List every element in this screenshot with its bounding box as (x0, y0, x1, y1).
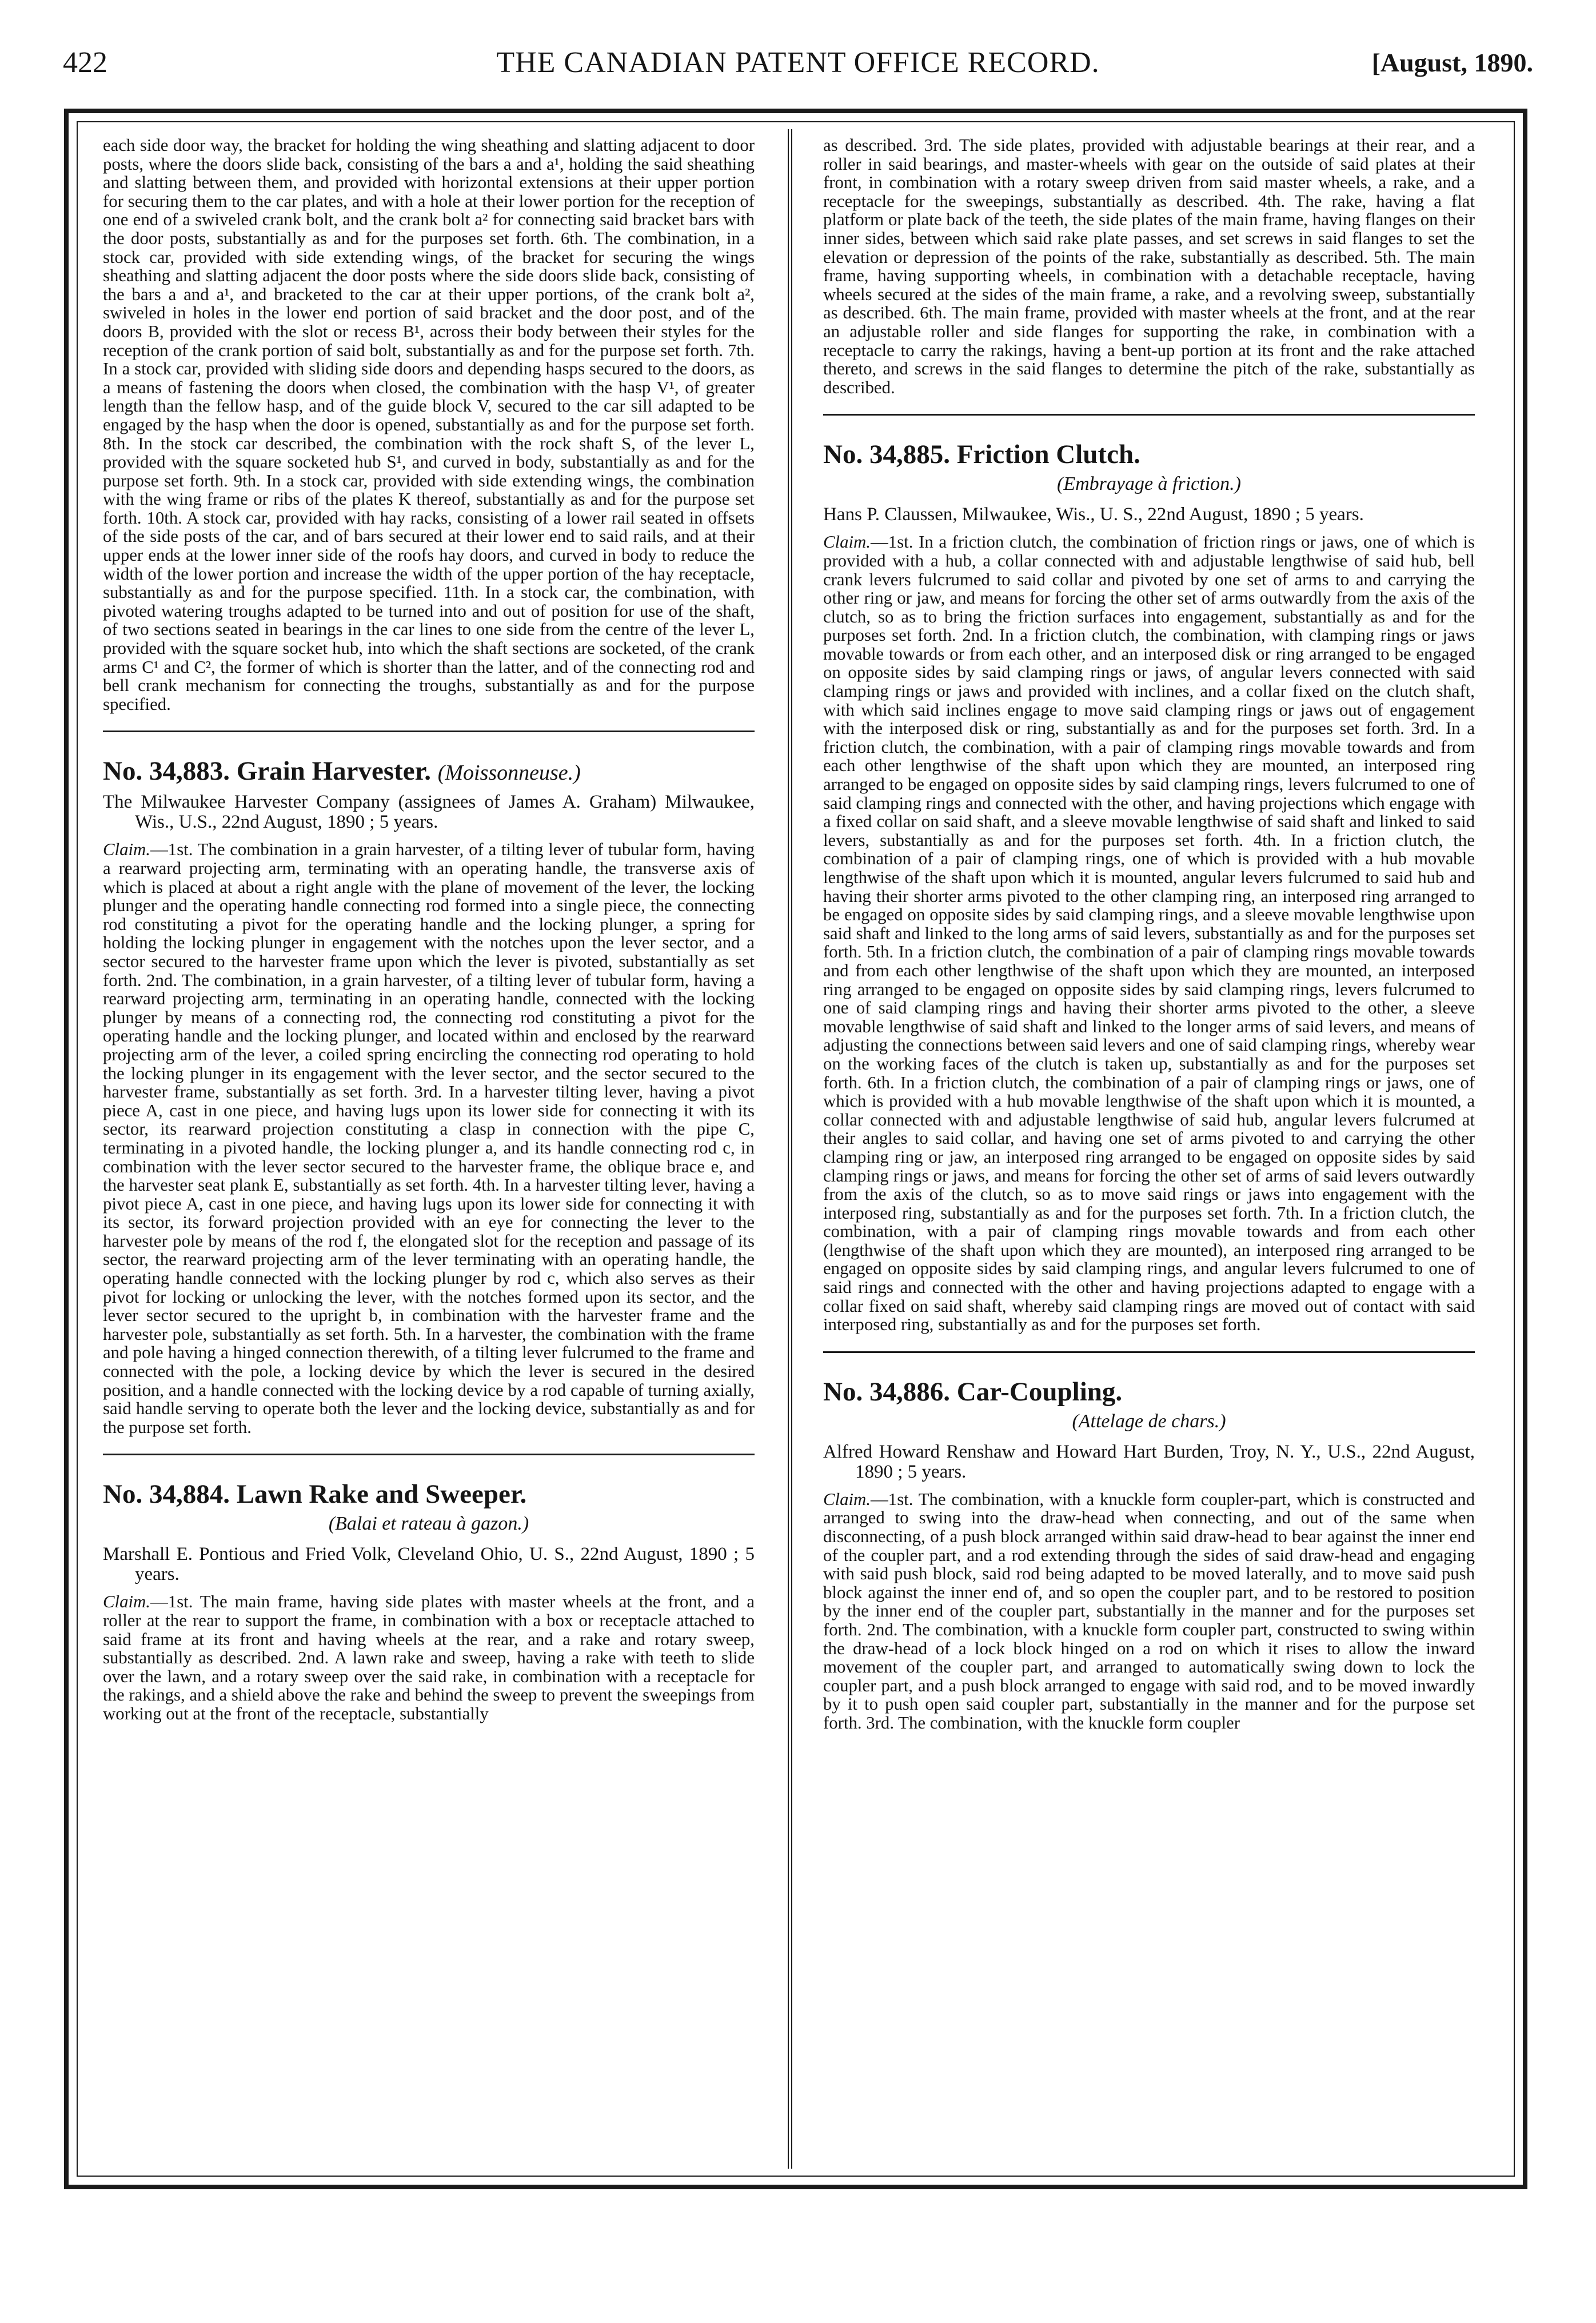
claim-body: —1st. The combination, with a knuckle form coupler-part, which is constructed and arranged to swing into the draw-head when connecting, and out of the same when disconnecting, of a push block arranged within said draw-head to bear against the inner end of the coupler part, and a rod extending through the sides of said draw-head and engaging with said push block, said rod being adapted to be moved laterally, and to move said push block against the inner end of, and so open the coupler part, and to be restored to position by the inner end of the coupler part, substantially in the manner and for the purposes set forth. 2nd. The combination, with a knuckle form coupler part, constructed to swing within the draw-head of a lock block hinged on a rod on which it rises to allow the inward movement of the coupler part, and arranged to automatically swing down to lock the coupler part, and a push block arranged to engage with said rod, and to be moved inwardly by it to push open said coupler part, substantially in the manner and for the purpose set forth. 3rd. The combination, with the knuckle form coupler (823, 1489, 1475, 1733)
entry-separator (103, 1454, 755, 1455)
claim-body: —1st. The main frame, having side plates with master wheels at the front, and a roller at the rear to support the frame, in combination with a box or receptacle attached to said frame at its front and having wheels at the rear, and a rake and rotary sweep, substantially as described. 2nd. A lawn rake and sweep, having a rake with teeth to slide over the lawn, and a rotary sweep over the said rake, in combination with a receptacle for the rakings, and a shield above the rake and behind the sweep to prevent the sweepings from working out at the front of the receptacle, substantially (103, 1592, 755, 1723)
patent-french-name: (Attelage de chars.) (1072, 1410, 1226, 1432)
patent-french-name: (Embrayage à friction.) (1057, 473, 1241, 495)
patent-number: No. 34,885. (823, 440, 950, 470)
page-number: 422 (63, 46, 107, 79)
patent-french-name: (Balai et rateau à gazon.) (328, 1513, 529, 1535)
patentee-line: The Milwaukee Harvester Company (assignees of James A. Graham) Milwaukee, Wis., U.S., 22nd August, 1890 ; 5 years. (103, 792, 755, 833)
patent-entry-34883 (103, 754, 755, 1436)
patent-name: Friction Clutch. (956, 440, 1140, 470)
entry-separator (103, 731, 755, 732)
patent-french-name: (Moissonneuse.) (437, 761, 581, 785)
publication-title: THE CANADIAN PATENT OFFICE RECORD. (496, 46, 1100, 79)
claim-body: —1st. In a friction clutch, the combination of friction rings or jaws, one of which is provided with a hub, a collar connected with and adjustable lengthwise of said hub, bell crank levers fulcrumed to said collar and pivoted by one set of arms to and carrying the other ring or jaw, and means for forcing the other set of arms outwardly from the axis of the clutch, so as to bring the friction surfaces into engagement, substantially as and for the purposes set forth. 2nd. In a friction clutch, the combination, with clamping rings or jaws movable towards or from each other, and an interposed disk or ring arranged to be engaged on opposite sides by said clamping rings or jaws, of angular levers connected with said clamping rings or jaws and provided with inclines, and a collar fixed on the clutch shaft, with which said inclines engage to move said clamping rings or jaws out of engagement with the interposed disk or ring, substantially as and for the purposes set forth. 3rd. In a friction clutch, the combination, with a pair of clamping rings movable towards and from each other lengthwise of the shaft upon which they are mounted, an interposed ring arranged to be engaged on opposite sides by said clamping rings, levers fulcrumed to one of said clamping rings and connected with the other, and having projections which engage with a fixed collar on said shaft, and a sleeve movable lengthwise of said shaft and linked to said levers, substantially as and for the purposes set forth. 4th. In a friction clutch, the combination of a pair of clamping rings, one of which is provided with a hub movable lengthwise of the shaft upon which it is mounted, angular levers fulcrumed to said hub and having their shorter arms pivoted to the other clamping ring, an interposed ring arranged to be engaged on opposite sides by said clamping rings, and a sleeve movable lengthwise upon said shaft and linked to the long arms of said levers, substantially as and for the purposes set forth. 5th. In a friction clutch, the combination of a pair of clamping rings movable towards and from each other lengthwise of the shaft upon which they are mounted, an interposed ring arranged to be engaged on opposite sides by said clamping rings, levers fulcrumed to one of said clamping rings and having their shorter arms pivoted to the other, a sleeve movable lengthwise of said shaft and linked to the longer arms of said levers, and means of adjusting the connections between said levers and one of said clamping rings, whereby wear on the working faces of the clutch is taken up, substantially as and for the purposes set forth. 6th. In a friction clutch, the combination of a pair of clamping rings or jaws, one of which is provided with a hub movable lengthwise of the shaft upon which it is mounted, a collar connected with and adjustable lengthwise of said hub, angular levers fulcrumed at their angles to said collar, and having one set of arms pivoted to and carrying the other clamping ring or jaw, an interposed ring arranged to be engaged on opposite sides by said clamping rings or jaws, and means for forcing the other set of arms of said levers outwardly from the axis of the clutch, so as to move said rings or jaws into engagement with the interposed ring, substantially as and for the purposes set forth. 7th. In a friction clutch, the combination, with a pair of clamping rings movable towards and from each other (lengthwise of the shaft upon which they are mounted), an interposed ring arranged to be engaged on opposite sides by said clamping rings, and angular levers fulcrumed to one of said rings and connected with the other and having projections adapted to engage with a collar fixed on said shaft, whereby said clamping rings are moved out of contact with said interposed ring, substantially as and for the purposes set forth. (823, 532, 1475, 1335)
claim-label: Claim. (103, 840, 150, 860)
claim-body: —1st. The combination in a grain harvester, of a tilting lever of tubular form, having a rearward projecting arm, terminating with an operating handle, the transverse axis of which is placed at about a right angle with the plane of movement of the lever, the locking plunger and the operating handle connecting rod formed into a single piece, the connecting rod constituting a pivot for the operating handle and the locking plunger, a spring for holding the locking plunger in engagement with the notches upon the lever sector, and a sector secured to the harvester frame upon which the lever is pivoted, substantially as set forth. 2nd. The combination, in a grain harvester, of a tilting lever of tubular form, having a rearward projecting arm, terminating in an operating handle, connected with the locking plunger by means of a connecting rod, the connecting rod constituting a pivot for the operating handle and the locking plunger, and located within and enclosed by the rearward projecting arm of the lever, a coiled spring encircling the connecting rod operating to hold the locking plunger in its engagement with the lever sector, and the sector secured to the harvester frame, substantially as set forth. 3rd. In a harvester tilting lever, having a pivot piece A, cast in one piece, and having lugs upon its lower side for connecting it with its sector, its rearward projection constituting a clasp in connection with the pipe C, terminating in a pivoted handle, the locking plunger a, and its handle connecting rod c, in combination with the lever sector secured to the harvester frame, the oblique brace e, and the harvester seat plank E, substantially as set forth. 4th. In a harvester tilting lever, having a pivot piece A, cast in one piece, and having lugs upon its lower side for connecting it with its sector, its forward projection provided with an eye for connecting the lever to the harvester pole by means of the rod f, the elongated slot for the reception and passage of its sector, the rearward projecting arm of the lever terminating with an operating handle, the operating handle connected with the locking plunger by rod c, which also serves as their pivot for locking or unlocking the lever, with the notches formed upon its sector, and the lever sector secured to the upright b, in combination with the harvester frame and the harvester pole, substantially as set forth. 5th. In a harvester, the combination with the frame and pole having a hinged connection therewith, of a tilting lever fulcrumed to the frame and connected with the pole, a locking device by which the lever is secured in the desired position, and a handle connected with the locking device by a rod capable of turning axially, said handle serving to operate both the lever and the locking device, substantially as and for the purpose set forth. (103, 840, 755, 1437)
patent-heading (103, 754, 755, 790)
patent-number: No. 34,886. (823, 1376, 950, 1407)
patentee-line: Marshall E. Pontious and Fried Volk, Cleveland Ohio, U. S., 22nd August, 1890 ; 5 years. (103, 1544, 755, 1585)
patent-heading (103, 1477, 755, 1511)
patent-entry-34884 (103, 1477, 755, 1723)
continued-claims-text: as described. 3rd. The side plates, provided with adjustable bearings at their rear, and a roller in said bearings, and master-wheels with gear on the outside of said plates at their front, in combination with a rotary sweep driven from said master wheels, a rake, and a receptacle for the sweepings, substantially as described. 4th. The rake, having a flat platform or plate back of the teeth, the side plates of the main frame, having flanges on their inner sides, between which said rake plate passes, and set screws in said flanges to set the elevation or depression of the points of the rake, substantially as described. 5th. The main frame, having supporting wheels, in combination with a detachable receptacle, having wheels secured at the sides of the main frame, a rake, and a revolving sweep, substantially as described. 6th. The main frame, provided with master wheels at the front, and at the rear an adjustable roller and side flanges for supporting the rake, in combination with a receptacle to carry the rakings, having a bent-up portion at its front and the rake attached thereto, and screws in the said flanges to determine the pitch of the rake, substantially as described. (823, 136, 1475, 397)
claim-text (103, 1592, 755, 1723)
patentee-line: Alfred Howard Renshaw and Howard Hart Burden, Troy, N. Y., U.S., 22nd August, 1890 ; 5 years. (823, 1441, 1475, 1482)
patent-entry-34885 (823, 437, 1475, 1334)
column-divider (788, 129, 792, 2169)
patent-number: No. 34,883. (103, 756, 230, 787)
continued-claims-text: each side door way, the bracket for holding the wing sheathing and slatting adjacent to door posts, where the doors slide back, consisting of the bars a and a¹, holding the said sheathing and slatting between them, and provided with horizontal extensions at their upper portion for securing them to the car plates, and with a hole at their lower portion for the reception of one end of a swiveled crank bolt, and the crank bolt a² for connecting said bracket bars with the door posts, substantially as and for the purposes set forth. 6th. The combination, in a stock car, provided with side extending wings, of the bracket for securing the wings sheathing and slatting adjacent the door posts where the side doors slide back, consisting of the bars a and a¹, and bracketed to the car at their upper portions, of the crank bolt a², swiveled in holes in the lower end portion of said bracket and the door post, and of the doors B, provided with the slot or recess B¹, across their body between their styles for the reception of the crank portion of said bolt, substantially as and for the purpose set forth. 7th. In a stock car, provided with sliding side doors and depending hasps secured to the doors, as a means of fastening the doors when closed, the combination with the hasp V¹, of greater length than the fellow hasp, and of the guide block V, secured to the car sill adapted to be engaged by the hasp when the door is opened, substantially as and for the purpose set forth. 8th. In the stock car described, the combination with the rock shaft S, of the lever L, provided with the square socketed hub S¹, and curved in body, substantially as and for the purpose set forth. 9th. In a stock car, provided with side extending wings, the combination with the wing frame or ribs of the plates K thereof, substantially as and for the purpose set forth. 10th. A stock car, provided with hay racks, consisting of a lower rail seated in offsets of the side posts of the car, and of bars secured at their lower end to said rails, and at their upper ends at the lower inner side of the roofs hay doors, and curved in body to reduce the width of the lower portion and increase the width of the upper portion of the hay receptacle, substantially as and for the purpose specified. 11th. In a stock car, the combination, with pivoted watering troughs adapted to be turned into and out of position for use of the shaft, of two sections seated in bearings in the car lines to one side from the centre of the lever L, provided with the square socket hub, into which the shaft sections are socketed, of the crank arms C¹ and C², the former of which is shorter than the latter, and of the connecting rod and bell crank mechanism for connecting the troughs, substantially as and for the purpose specified. (103, 136, 755, 714)
page-frame (64, 109, 1527, 2189)
claim-text (823, 533, 1475, 1334)
entry-separator (823, 414, 1475, 416)
claim-text (103, 840, 755, 1436)
patent-name: Grain Harvester. (236, 756, 431, 787)
right-column (823, 136, 1475, 2154)
page-header (63, 40, 1533, 86)
claim-label: Claim. (823, 1489, 871, 1509)
patent-heading (823, 1375, 1475, 1409)
patent-name: Car-Coupling. (956, 1376, 1123, 1407)
claim-text (823, 1490, 1475, 1733)
left-column (103, 136, 755, 2154)
patent-heading (823, 437, 1475, 472)
claim-label: Claim. (823, 532, 871, 552)
patent-number: No. 34,884. (103, 1479, 230, 1510)
issue-date: [August, 1890. (1371, 48, 1533, 77)
entry-separator (823, 1351, 1475, 1353)
patent-name: Lawn Rake and Sweeper. (236, 1479, 527, 1510)
claim-label: Claim. (103, 1592, 150, 1612)
patent-entry-34886 (823, 1375, 1475, 1733)
patentee-line: Hans P. Claussen, Milwaukee, Wis., U. S., 22nd August, 1890 ; 5 years. (823, 504, 1364, 525)
